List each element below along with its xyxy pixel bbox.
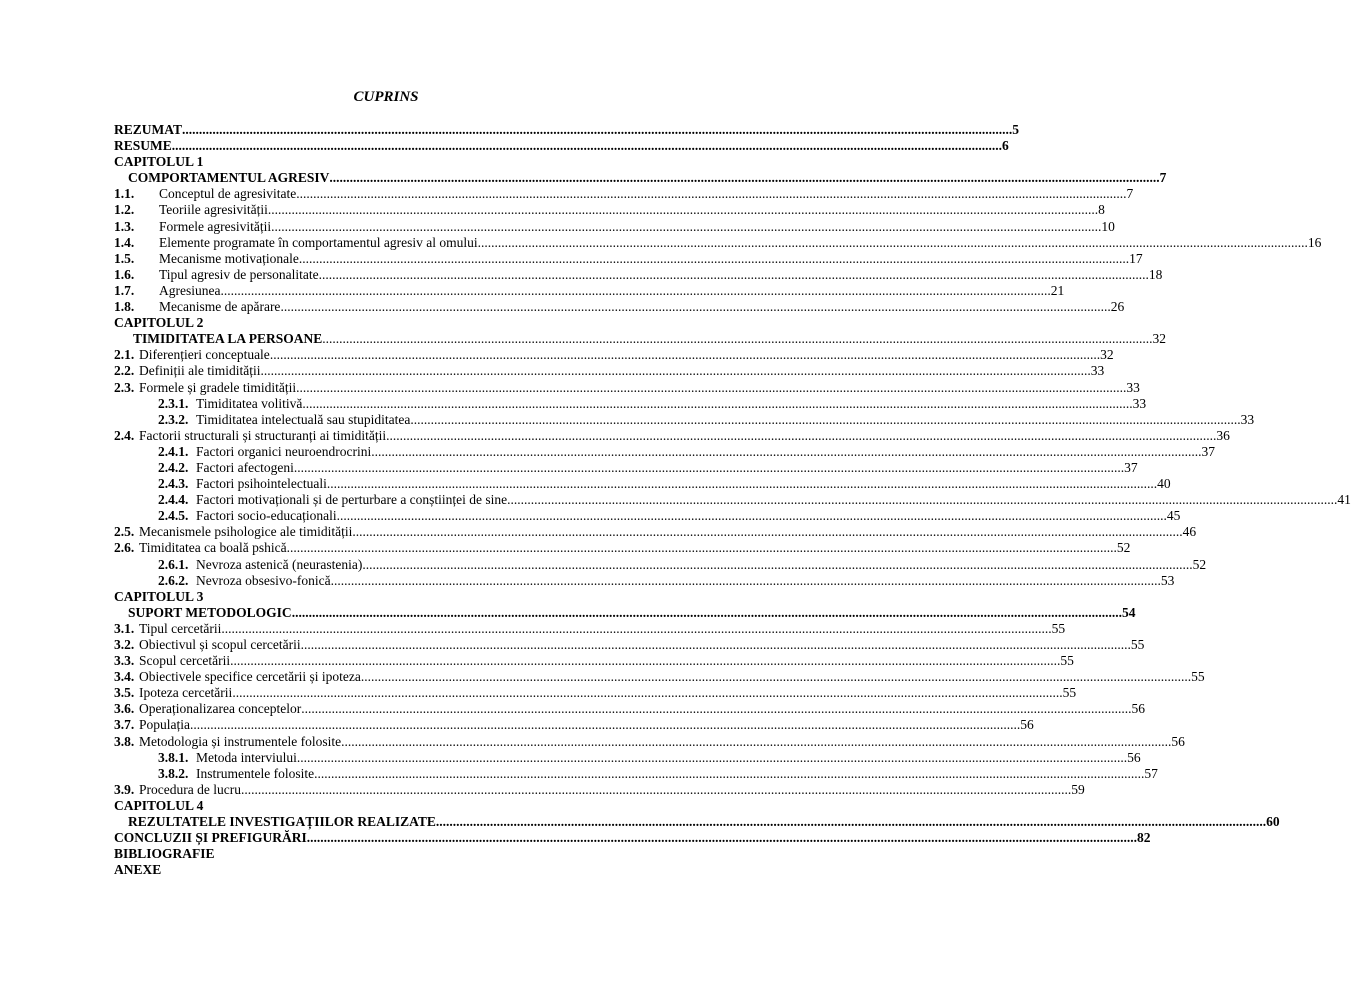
toc-entry-page: 82 (1137, 830, 1151, 846)
toc-entry[interactable] (0, 814, 1280, 830)
toc-entry-label: Factori socio-educaționali (196, 508, 337, 524)
toc-entry-page: 52 (1192, 556, 1207, 572)
toc-entry-number: 3.7. (114, 717, 135, 733)
toc-entry[interactable] (0, 556, 1207, 573)
toc-entry-label: REZUMAT (114, 122, 183, 137)
toc-entry-page: 18 (1148, 266, 1163, 282)
toc-leader-dots: ...................................................................................................................................................................................................................................................... (296, 379, 1127, 395)
toc-entry[interactable] (0, 363, 1105, 379)
toc-entry-page: 45 (1166, 508, 1181, 524)
toc-entry-page: 8 (1098, 202, 1105, 218)
toc-entry-page: 54 (1121, 604, 1136, 620)
toc-entry-label: Procedura de lucru (139, 781, 241, 797)
toc-entry[interactable] (0, 282, 1065, 299)
toc-entry-number: 2.6. (114, 540, 135, 556)
toc-leader-dots: ...................................................................................................................................................................................................................................................... (296, 749, 1128, 765)
toc-leader-dots: ...................................................................................................................................................................................................................................................... (293, 459, 1125, 475)
toc-entry[interactable] (0, 170, 1167, 186)
toc-entry-label: COMPORTAMENTUL AGRESIV (128, 170, 330, 186)
toc-leader-dots: ...................................................................................................................................................................................................................................................... (171, 138, 1003, 154)
toc-leader-dots: ...................................................................................................................................................................................................................................................... (230, 653, 1061, 669)
toc-entry-label: CAPITOLUL 2 (114, 315, 204, 331)
toc-entry-number: 1.3. (114, 218, 135, 234)
toc-entry[interactable] (0, 765, 1158, 782)
toc-leader-dots: ...................................................................................................................................................................................................................................................... (220, 282, 1051, 298)
toc-leader-dots: ...................................................................................................................................................................................................................................................... (260, 363, 1091, 379)
toc-entry[interactable] (0, 717, 1034, 733)
toc-entry[interactable] (0, 218, 1115, 235)
toc-leader-dots: ...................................................................................................................................................................................................................................................... (322, 331, 1153, 347)
toc-entry-label: Factori afectogeni (196, 459, 294, 475)
toc-entry[interactable] (0, 411, 1255, 428)
toc-entry-number: 3.1. (114, 620, 135, 636)
toc-entry[interactable] (0, 862, 772, 878)
table-of-contents (0, 122, 1351, 878)
toc-entry-label: RESUME (114, 138, 172, 154)
toc-entry-number: 1.8. (114, 299, 135, 315)
toc-leader-dots: ...................................................................................................................................................................................................................................................... (232, 685, 1063, 701)
toc-entry-number: 3.3. (114, 653, 135, 669)
toc-entry-label: Conceptul de agresivitate (159, 186, 297, 202)
toc-entry[interactable] (0, 186, 1134, 202)
toc-entry-number: 3.5. (114, 685, 135, 701)
toc-entry-page: 55 (1191, 669, 1205, 685)
toc-entry-number: 2.4. (114, 427, 135, 443)
toc-entry[interactable] (0, 685, 1077, 701)
toc-leader-dots: ...................................................................................................................................................................................................................................................... (182, 122, 1013, 137)
toc-leader-dots: ...................................................................................................................................................................................................................................................... (435, 814, 1267, 830)
toc-entry-label: Diferențieri conceptuale (139, 347, 270, 363)
toc-entry-label: Mecanisme de apărare (159, 299, 281, 315)
toc-entry-label: Factorii structurali și structuranți ai timidității (139, 427, 387, 443)
toc-entry-page: 17 (1129, 250, 1143, 266)
toc-entry-number: 3.9. (114, 781, 135, 797)
toc-entry[interactable] (0, 347, 1114, 363)
toc-leader-dots: ...................................................................................................................................................................................................................................................... (302, 395, 1133, 411)
toc-entry[interactable] (0, 781, 1085, 798)
toc-entry-page: 33 (1240, 411, 1255, 427)
toc-entry-page: 37 (1124, 459, 1138, 475)
toc-entry-page: 33 (1090, 363, 1105, 379)
toc-entry[interactable] (0, 701, 1146, 717)
toc-entry-page: 52 (1116, 540, 1131, 556)
toc-entry[interactable] (0, 589, 772, 605)
toc-entry[interactable] (0, 846, 772, 862)
toc-leader-dots: ...................................................................................................................................................................................................................................................... (477, 234, 1308, 250)
toc-entry-number: 1.5. (114, 250, 135, 266)
toc-leader-dots: ...................................................................................................................................................................................................................................................... (221, 620, 1052, 636)
toc-leader-dots: ...................................................................................................................................................................................................................................................... (240, 781, 1072, 797)
toc-entry-page: 33 (1132, 395, 1147, 411)
toc-entry-label: Definiții ale timidității (139, 363, 261, 379)
toc-entry-label: CONCLUZII ȘI PREFIGURĂRI (114, 830, 307, 846)
toc-entry[interactable] (0, 250, 1143, 267)
toc-entry-label: Tipul cercetării (139, 620, 222, 636)
toc-entry-label: Metoda interviului (196, 749, 297, 765)
toc-leader-dots: ...................................................................................................................................................................................................................................................... (341, 733, 1172, 749)
toc-entry-page: 6 (1002, 138, 1009, 154)
toc-entry-page: 10 (1101, 218, 1115, 234)
toc-entry-number: 1.7. (114, 282, 135, 298)
toc-entry-label: Timiditatea volitivă (196, 395, 303, 411)
toc-entry-label: CAPITOLUL 4 (114, 797, 204, 813)
toc-leader-dots: ...................................................................................................................................................................................................................................................... (329, 170, 1160, 186)
toc-entry[interactable] (0, 540, 1131, 556)
toc-entry-number: 3.4. (114, 669, 135, 685)
toc-entry[interactable] (0, 492, 1351, 508)
toc-entry-page: 59 (1071, 781, 1085, 797)
toc-entry[interactable] (0, 476, 1171, 492)
toc-entry-number: 2.4.1. (158, 443, 189, 459)
toc-entry-label: Mecanisme motivaționale (159, 250, 299, 266)
toc-entry[interactable] (0, 138, 1009, 154)
toc-entry-page: 36 (1216, 427, 1230, 443)
toc-entry-label: Formele agresivității (159, 218, 272, 234)
toc-entry-label: Factori motivaționali și de perturbare a conștiinței de sine (196, 492, 508, 508)
toc-entry-label: Agresiunea (159, 282, 221, 298)
toc-entry-number: 3.8. (114, 733, 135, 749)
toc-entry[interactable] (0, 733, 1185, 750)
toc-leader-dots: ...................................................................................................................................................................................................................................................... (269, 347, 1101, 363)
toc-entry-number: 2.4.3. (158, 476, 189, 492)
toc-entry-number: 2.4.2. (158, 459, 189, 475)
toc-entry-number: 2.4.5. (158, 508, 189, 524)
toc-entry[interactable] (0, 122, 1020, 138)
toc-entry[interactable] (0, 202, 1105, 218)
toc-entry-page: 55 (1062, 685, 1077, 701)
toc-entry-label: Timiditatea ca boală pshică (139, 540, 287, 556)
toc-entry-label: Instrumentele folosite (196, 765, 315, 781)
toc-entry-label: SUPORT METODOLOGIC (128, 604, 292, 620)
toc-leader-dots: ...................................................................................................................................................................................................................................................... (330, 572, 1161, 588)
toc-leader-dots: ...................................................................................................................................................................................................................................................... (360, 669, 1192, 685)
toc-entry-label: Factori psihointelectuali (196, 476, 327, 492)
toc-entry-page: 56 (1127, 749, 1141, 765)
toc-leader-dots: ...................................................................................................................................................................................................................................................... (314, 765, 1145, 781)
toc-entry[interactable] (0, 234, 1322, 251)
toc-entry-number: 1.1. (114, 186, 135, 202)
toc-entry-label: Tipul agresiv de personalitate (159, 266, 319, 282)
toc-entry-label: REZULTATELE INVESTIGAȚIILOR REALIZATE (128, 814, 436, 830)
toc-entry-label: Obiectivele specifice cercetării și ipoteza (139, 669, 361, 685)
toc-entry[interactable] (0, 604, 1136, 621)
toc-entry-label: Elemente programate în comportamentul agresiv al omului (159, 234, 478, 250)
toc-entry-number: 2.6.2. (158, 572, 189, 588)
toc-entry-page: 46 (1182, 524, 1197, 540)
toc-entry-label: Teoriile agresivității (159, 202, 268, 218)
toc-entry[interactable] (0, 443, 1215, 460)
toc-entry-page: 41 (1337, 492, 1351, 508)
toc-leader-dots: ...................................................................................................................................................................................................................................................... (286, 540, 1117, 556)
toc-entry-label: Mecanismele psihologice ale timidității (139, 524, 353, 540)
toc-entry-label: Scopul cercetării (139, 653, 231, 669)
toc-entry-page: 37 (1201, 443, 1215, 459)
toc-entry-page: 57 (1144, 765, 1158, 781)
toc-entry-label: Obiectivul și scopul cercetării (139, 637, 301, 652)
toc-entry-page: 21 (1050, 282, 1065, 298)
toc-entry-page: 16 (1307, 234, 1322, 250)
toc-entry-page: 56 (1171, 733, 1185, 749)
toc-entry[interactable] (0, 669, 1205, 685)
toc-leader-dots: ...................................................................................................................................................................................................................................................... (362, 556, 1193, 572)
toc-entry[interactable] (0, 572, 1175, 589)
toc-entry[interactable] (0, 315, 772, 331)
toc-entry-label: Operaționalizarea conceptelor (139, 701, 302, 717)
toc-leader-dots: ...................................................................................................................................................................................................................................................... (300, 637, 1131, 652)
toc-leader-dots: ...................................................................................................................................................................................................................................................... (326, 476, 1158, 492)
toc-entry-number: 2.6.1. (158, 556, 189, 572)
toc-entry-page: 26 (1110, 299, 1125, 315)
toc-entry-label: Ipoteza cercetării (139, 685, 233, 701)
toc-entry[interactable] (0, 508, 1181, 524)
toc-leader-dots: ...................................................................................................................................................................................................................................................... (291, 604, 1122, 620)
toc-leader-dots: ...................................................................................................................................................................................................................................................... (352, 524, 1183, 540)
toc-entry-number: 3.8.2. (158, 765, 189, 781)
toc-entry-number: 2.2. (114, 363, 135, 379)
toc-entry-label: Nevroza astenică (neurastenia) (196, 556, 363, 572)
toc-entry-number: 1.2. (114, 202, 135, 218)
toc-leader-dots: ...................................................................................................................................................................................................................................................... (318, 266, 1149, 282)
toc-leader-dots: ...................................................................................................................................................................................................................................................... (507, 492, 1338, 508)
toc-entry-label: Factori organici neuroendrocrini (196, 443, 372, 459)
toc-entry-page: 7 (1126, 186, 1134, 202)
toc-entry-label: Metodologia și instrumentele folosite (139, 733, 342, 749)
toc-leader-dots: ...................................................................................................................................................................................................................................................... (386, 427, 1217, 443)
toc-leader-dots: ...................................................................................................................................................................................................................................................... (296, 186, 1127, 202)
toc-entry[interactable] (0, 459, 1138, 476)
toc-leader-dots: ...................................................................................................................................................................................................................................................... (410, 411, 1241, 427)
toc-entry-label: Nevroza obsesivo-fonică (196, 572, 331, 588)
toc-entry-page: 60 (1266, 814, 1280, 830)
toc-entry-number: 3.8.1. (158, 749, 189, 765)
toc-entry-page: 53 (1160, 572, 1175, 588)
toc-entry-label: Populația (139, 717, 190, 733)
toc-entry-number: 2.1. (114, 347, 135, 363)
toc-entry-number: 2.4.4. (158, 492, 189, 508)
toc-entry-number: 2.5. (114, 524, 135, 540)
toc-leader-dots: ...................................................................................................................................................................................................................................................... (306, 830, 1138, 846)
toc-entry-number: 1.4. (114, 234, 135, 250)
toc-entry-label: CAPITOLUL 3 (114, 588, 204, 604)
toc-entry-page: 32 (1152, 331, 1167, 347)
toc-entry-page: 55 (1060, 653, 1074, 669)
toc-entry-number: 3.2. (114, 637, 135, 652)
toc-entry-number: 2.3.1. (158, 395, 189, 411)
toc-entry[interactable] (0, 395, 1147, 412)
toc-entry[interactable] (0, 427, 1230, 444)
toc-entry-number: 3.6. (114, 701, 135, 717)
toc-entry[interactable] (0, 524, 1197, 540)
toc-entry[interactable] (0, 299, 1125, 315)
toc-entry-number: 2.3. (114, 379, 135, 395)
toc-entry-label: TIMIDITATEA LA PERSOANE (133, 331, 323, 347)
toc-entry-label: CAPITOLUL 1 (114, 154, 204, 170)
toc-entry[interactable] (0, 798, 772, 814)
toc-leader-dots: ...................................................................................................................................................................................................................................................... (267, 202, 1099, 218)
toc-entry[interactable] (0, 749, 1141, 766)
toc-entry[interactable] (0, 154, 772, 170)
toc-leader-dots: ...................................................................................................................................................................................................................................................... (336, 508, 1167, 524)
toc-leader-dots: ...................................................................................................................................................................................................................................................... (190, 717, 1021, 733)
toc-entry[interactable] (0, 379, 1140, 396)
toc-entry-number: 2.3.2. (158, 411, 189, 427)
toc-leader-dots: ...................................................................................................................................................................................................................................................... (298, 250, 1130, 266)
page-title: CUPRINS (353, 89, 419, 105)
toc-entry[interactable] (0, 331, 1167, 347)
toc-entry[interactable] (0, 653, 1074, 669)
toc-entry-page: 40 (1157, 476, 1171, 492)
toc-entry[interactable] (0, 830, 1151, 846)
toc-entry-label: Timiditatea intelectuală sau stupiditatea (196, 411, 411, 427)
toc-entry[interactable] (0, 620, 1066, 637)
toc-leader-dots: ...................................................................................................................................................................................................................................................... (301, 701, 1132, 717)
toc-entry-page: 56 (1020, 717, 1034, 733)
toc-entry-page: 32 (1100, 347, 1114, 363)
toc-entry-page: 55 (1130, 637, 1145, 652)
toc-entry-page: 5 (1012, 122, 1020, 137)
toc-entry-label: BIBLIOGRAFIE (114, 846, 215, 862)
toc-entry-page: 55 (1051, 620, 1066, 636)
toc-entry[interactable] (0, 637, 1145, 653)
toc-entry[interactable] (0, 266, 1163, 283)
toc-leader-dots: ...................................................................................................................................................................................................................................................... (280, 299, 1111, 315)
toc-entry-page: 56 (1131, 701, 1146, 717)
toc-leader-dots: ...................................................................................................................................................................................................................................................... (271, 218, 1102, 234)
toc-entry-page: 33 (1126, 379, 1140, 395)
toc-leader-dots: ...................................................................................................................................................................................................................................................... (371, 443, 1202, 459)
toc-entry-label: ANEXE (114, 862, 162, 878)
toc-entry-label: Formele și gradele timidității (139, 379, 297, 395)
toc-entry-number: 1.6. (114, 266, 135, 282)
toc-entry-page: 7 (1159, 170, 1167, 186)
